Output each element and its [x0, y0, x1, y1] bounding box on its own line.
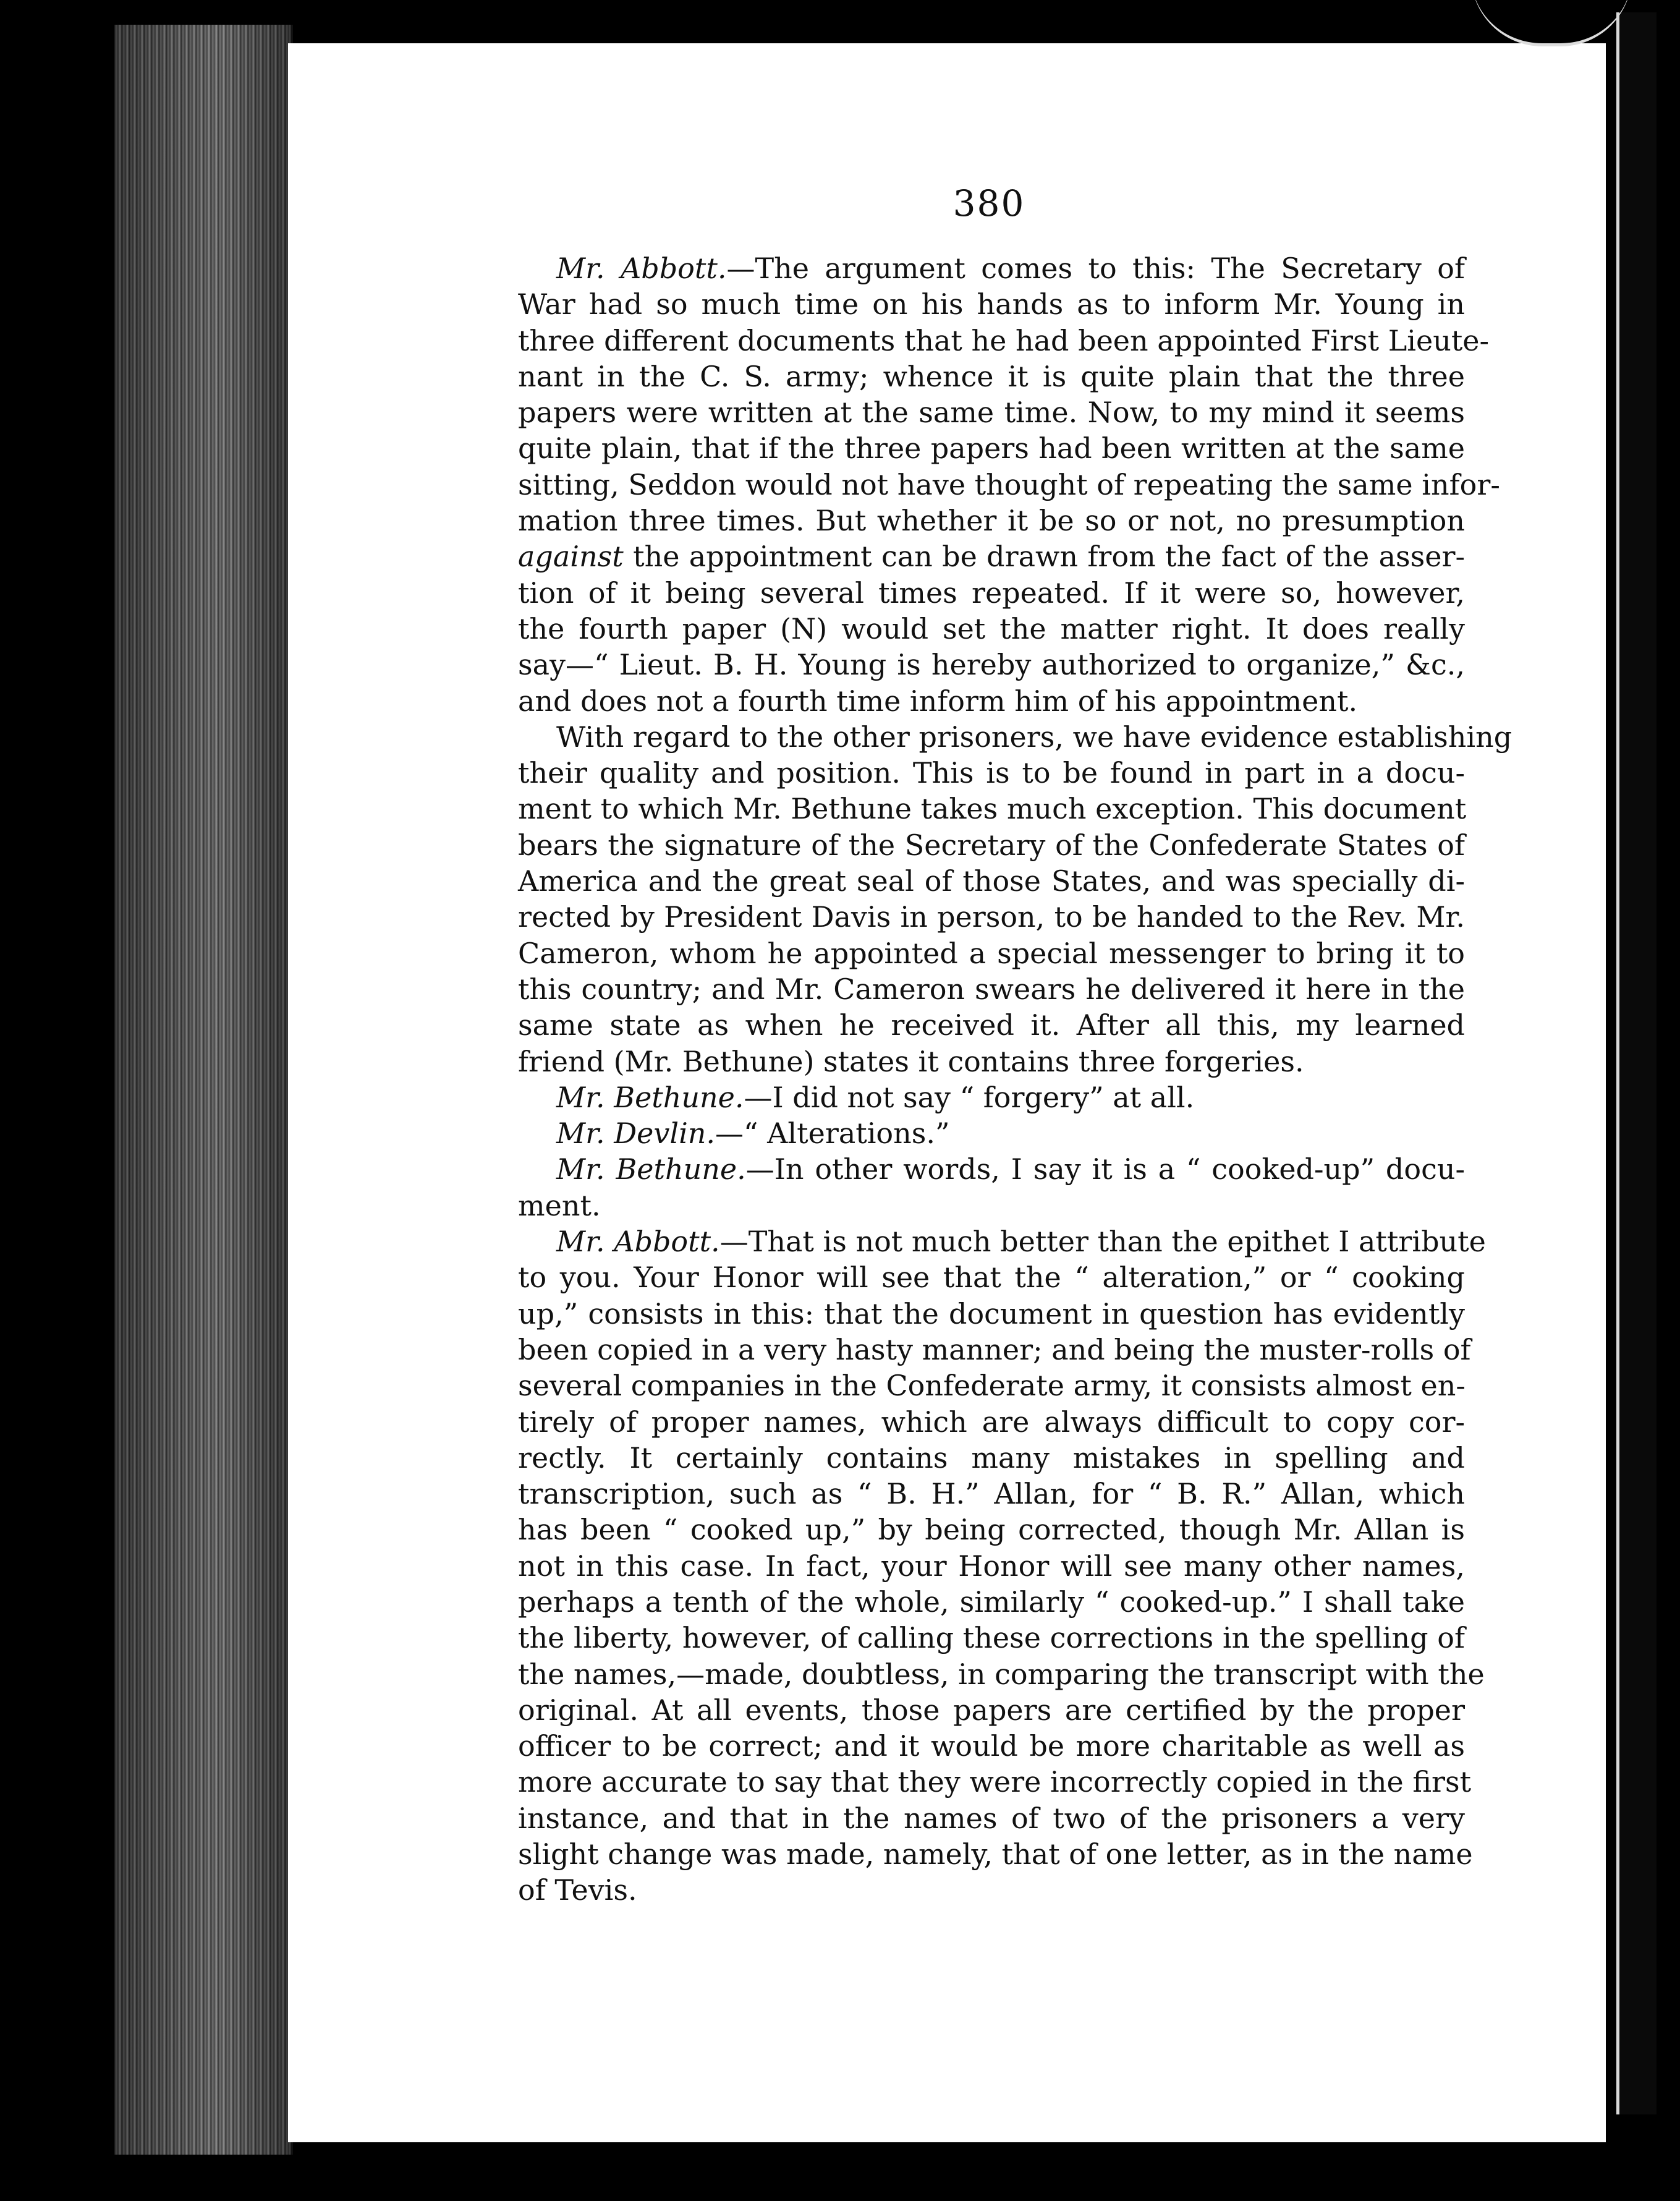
- text-line: mation three times. But whether it be so or not, no presumption: [518, 504, 1465, 538]
- text-line: and does not a fourth time inform him of his appointment.: [518, 684, 1358, 718]
- speaker-name: Mr. Bethune.: [556, 1152, 746, 1186]
- page-edge-shading: [114, 25, 291, 2155]
- text-line: original. At all events, those papers are certified by the proper: [518, 1693, 1465, 1727]
- text-line: more accurate to say that they were incorrectly copied in the first: [518, 1765, 1472, 1799]
- text-line: of Tevis.: [518, 1873, 637, 1907]
- text-line: say—“ Lieut. B. H. Young is hereby authorized to organize,” &c.,: [518, 648, 1465, 682]
- page-number: 380: [952, 182, 1025, 224]
- text-line: several companies in the Confederate army, it consists almost en-: [518, 1369, 1466, 1403]
- text-line: slight change was made, namely, that of one letter, as in the name: [518, 1837, 1473, 1871]
- text-line: [518, 1079, 1465, 1115]
- text-line: America and the great seal of those States, and was specially di-: [518, 864, 1465, 898]
- text-line: [518, 1224, 1486, 1259]
- text-line: papers were written at the same time. Now, to my mind it seems: [518, 396, 1465, 430]
- text-line: [518, 250, 1465, 286]
- speaker-name: Mr. Bethune.: [556, 1080, 744, 1114]
- text-line: this country; and Mr. Cameron swears he delivered it here in the: [518, 972, 1465, 1006]
- text-line: tion of it being several times repeated. If it were so, however,: [518, 576, 1465, 610]
- text-line: ment.: [518, 1188, 601, 1222]
- text-line: rectly. It certainly contains many mistakes in spelling and: [518, 1441, 1465, 1475]
- text-line: War had so much time on his hands as to inform Mr. Young in: [518, 287, 1465, 321]
- speaker-name: Mr. Abbott.: [556, 1225, 720, 1259]
- text-line: [518, 1115, 1465, 1151]
- text-line: transcription, such as “ B. H.” Allan, for “ B. R.” Allan, which: [518, 1477, 1465, 1511]
- speaker-name: Mr. Abbott.: [556, 252, 727, 285]
- text-line: ment to which Mr. Bethune takes much exception. This document: [518, 792, 1467, 826]
- line-text: the appointment can be drawn from the fact of the asser-: [623, 540, 1465, 574]
- text-line: up,” consists in this: that the document in question has evidently: [518, 1296, 1465, 1330]
- line-text: —“ Alterations.”: [715, 1117, 950, 1151]
- line-text: —That is not much better than the epithet I attribute: [719, 1225, 1486, 1259]
- text-line: instance, and that in the names of two of the prisoners a very: [518, 1801, 1465, 1835]
- text-line: to you. Your Honor will see that the “ alteration,” or “ cooking: [518, 1261, 1465, 1295]
- text-line: three different documents that he had been appointed First Lieute-: [518, 323, 1490, 357]
- text-line: [518, 1151, 1465, 1187]
- text-line: not in this case. In fact, your Honor will see many other names,: [518, 1549, 1465, 1583]
- emphasized-word: against: [518, 540, 624, 574]
- text-line: quite plain, that if the three papers had been written at the same: [518, 432, 1465, 466]
- text-line: Cameron, whom he appointed a special messenger to bring it to: [518, 936, 1465, 970]
- text-line: the liberty, however, of calling these corrections in the spelling of: [518, 1621, 1465, 1655]
- text-line: their quality and position. This is to be found in part in a docu-: [518, 756, 1465, 790]
- line-text: —In other words, I say it is a “ cooked-up” docu-: [745, 1152, 1466, 1186]
- speaker-name: Mr. Devlin.: [556, 1117, 716, 1151]
- text-line: [518, 539, 1465, 574]
- text-line: tirely of proper names, which are always difficult to copy cor-: [518, 1405, 1465, 1439]
- text-line: With regard to the other prisoners, we have evidence establishing: [556, 720, 1512, 754]
- text-line: friend (Mr. Bethune) states it contains three forgeries.: [518, 1044, 1304, 1078]
- line-text: —The argument comes to this: The Secretary of: [726, 252, 1465, 285]
- text-line: sitting, Seddon would not have thought of repeating the same infor-: [518, 467, 1500, 501]
- text-line: bears the signature of the Secretary of the Confederate States of: [518, 828, 1465, 862]
- text-line: the fourth paper (N) would set the matter right. It does really: [518, 611, 1465, 645]
- text-line: nant in the C. S. army; whence it is quite plain that the three: [518, 359, 1465, 393]
- next-page-edge: [1616, 12, 1657, 2114]
- body-text: [518, 250, 1512, 1909]
- text-line: been copied in a very hasty manner; and being the muster-rolls of: [518, 1332, 1471, 1366]
- text-line: has been “ cooked up,” by being corrected, though Mr. Allan is: [518, 1513, 1465, 1547]
- text-line: the names,—made, doubtless, in comparing the transcript with the: [518, 1657, 1485, 1691]
- text-line: perhaps a tenth of the whole, similarly “ cooked-up.” I shall take: [518, 1585, 1465, 1619]
- text-line: same state as when he received it. After all this, my learned: [518, 1008, 1465, 1042]
- line-text: —I did not say “ forgery” at all.: [744, 1080, 1195, 1114]
- text-line: officer to be correct; and it would be more charitable as well as: [518, 1729, 1465, 1763]
- text-line: rected by President Davis in person, to be handed to the Rev. Mr.: [518, 900, 1465, 934]
